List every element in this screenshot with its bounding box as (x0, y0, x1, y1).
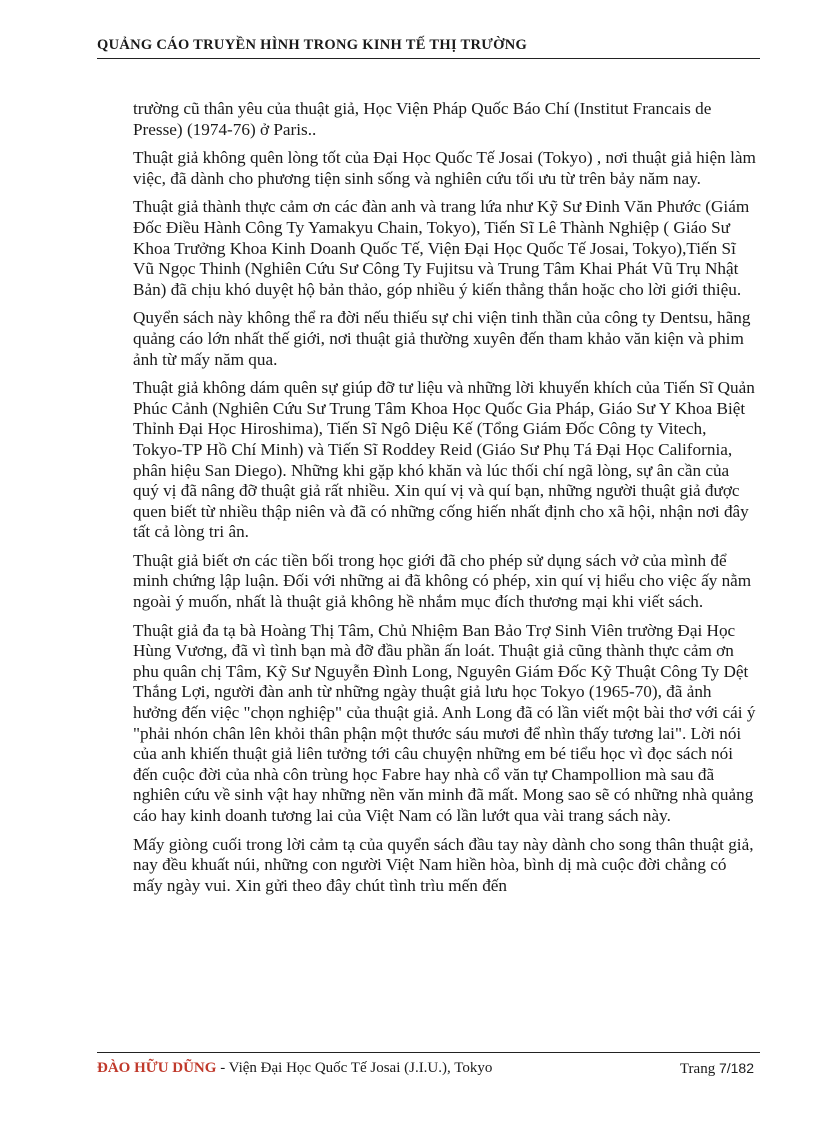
author-name: ĐÀO HỮU DŨNG (97, 1060, 217, 1076)
paragraph: Thuật giả thành thực cảm ơn các đàn anh và trang lứa như Kỹ Sư Đinh Văn Phước (Giám Đốc Điều Hành Công Ty Yamakyu Chain, Tokyo), Tiến Sĩ Lê Thành Nghiệp ( Giáo Sư Khoa Trưởng Khoa Kinh Doanh Quốc Tế, Viện Đại Học Quốc Tế Josai, Tokyo),Tiến Sĩ Vũ Ngọc Thinh (Nghiên Cứu Sư Công Ty Fujitsu và Trung Tâm Khai Phát Vũ Trụ Nhật Bản) đã chịu khó duyệt hộ bản thảo, góp nhiều ý kiến thẳng thắn hoặc cho lời giới thiệu. (133, 197, 750, 299)
paragraph: trường cũ thân yêu của thuật giả, Học Viện Pháp Quốc Báo Chí (Institut Francais de Presse) (1974-76) ở Paris.. (133, 99, 712, 139)
paragraph: Thuật giả biết ơn các tiền bối trong học giới đã cho phép sử dụng sách vở của mình để minh chứng lập luận. Đối với những ai đã không có phép, xin quí vị hiểu cho việc ấy nằm ngoài ý muốn, nhất là thuật giả không hề nhắm mục đích thương mại khi viết sách. (133, 550, 752, 612)
page-indicator (680, 1058, 754, 1079)
document-title: QUẢNG CÁO TRUYỀN HÌNH TRONG KINH TẾ THỊ TRƯỜNG (97, 37, 528, 53)
institution-name: - Viện Đại Học Quốc Tế Josai (J.I.U.), Tokyo (216, 1060, 493, 1076)
header-divider (97, 58, 760, 59)
page-number: 7/182 (718, 1060, 754, 1076)
paragraph: Mấy giòng cuối trong lời cảm tạ của quyển sách đầu tay này dành cho song thân thuật giả, nay đều khuất núi, những con người Việt Nam hiền hòa, bình dị mà cuộc đời chẳng có mấy ngày vui. Xin gửi theo đây chút tình trìu mến đến (133, 834, 754, 895)
footer-divider (97, 1052, 760, 1053)
page-header (97, 36, 760, 59)
footer-row (97, 1058, 760, 1078)
paragraph: Quyển sách này không thể ra đời nếu thiếu sự chi viện tinh thần của công ty Dentsu, hãng quảng cáo lớn nhất thế giới, nơi thuật giả thường xuyên đến tham khảo văn kiện và phim ảnh từ mấy năm qua. (133, 308, 751, 369)
body-text (133, 99, 759, 904)
page-footer (97, 1052, 760, 1078)
paragraph: Thuật giả không quên lòng tốt của Đại Học Quốc Tế Josai (Tokyo) , nơi thuật giả hiện làm việc, đã dành cho phương tiện sinh sống và nghiên cứu tối ưu từ trên bảy năm nay. (133, 148, 756, 188)
page-label: Trang (679, 1061, 719, 1077)
paragraph: Thuật giả đa tạ bà Hoàng Thị Tâm, Chủ Nhiệm Ban Bảo Trợ Sinh Viên trường Đại Học Hùng Vương, đã vì tình bạn mà đỡ đầu phần ấn loát. Thuật giả cũng thành thực cảm ơn phu quân chị Tâm, Kỹ Sư Nguyễn Đình Long, Nguyên Giám Đốc Kỹ Thuật Công Ty Dệt Thắng Lợi, người đàn anh từ những ngày thuật giả lưu học Tokyo (1965-70), đã ảnh hưởng đến việc "chọn nghiệp" của thuật giả. Anh Long đã có lần viết một bài thơ với cái ý "phải nhón chân lên khỏi thân phận một thước sáu mươi để nhìn thấy tương lai". Lời nói của anh khiến thuật giả liên tưởng tới câu chuyện những em bé tiểu học vì đọc sách nói đến cuộc đời của nhà côn trùng học Fabre hay nhà cổ văn tự Champollion mà sau đã nghiên cứu về sinh vật hay những nền văn minh đã mất. Mong sao sẽ có những nhà quảng cáo hay kinh doanh tương lai của Việt Nam có lần lướt qua vài trang sách này. (133, 620, 756, 825)
paragraph: Thuật giả không dám quên sự giúp đỡ tư liệu và những lời khuyến khích của Tiến Sĩ Quản Phúc Cảnh (Nghiên Cứu Sư Trung Tâm Khoa Học Quốc Gia Pháp, Giáo Sư Y Khoa Biệt Thỉnh Đại Học Hiroshima), Tiến Sĩ Ngô Diệu Kế (Tổng Giám Đốc Công ty Vitech, Tokyo-TP Hồ Chí Minh) và Tiến Sĩ Roddey Reid (Giáo Sư Phụ Tá Đại Học California, phân hiệu San Diego). Những khi gặp khó khăn và lúc thối chí ngã lòng, sự ân cần của quý vị đã nâng đỡ thuật giả rất nhiều. Xin quí vị và quí bạn, những người thuật giả được quen biết từ nhiều thập niên và đã có những cống hiến nhất định cho xã hội, nhận nơi đây tất cả lòng tri ân. (133, 378, 755, 542)
